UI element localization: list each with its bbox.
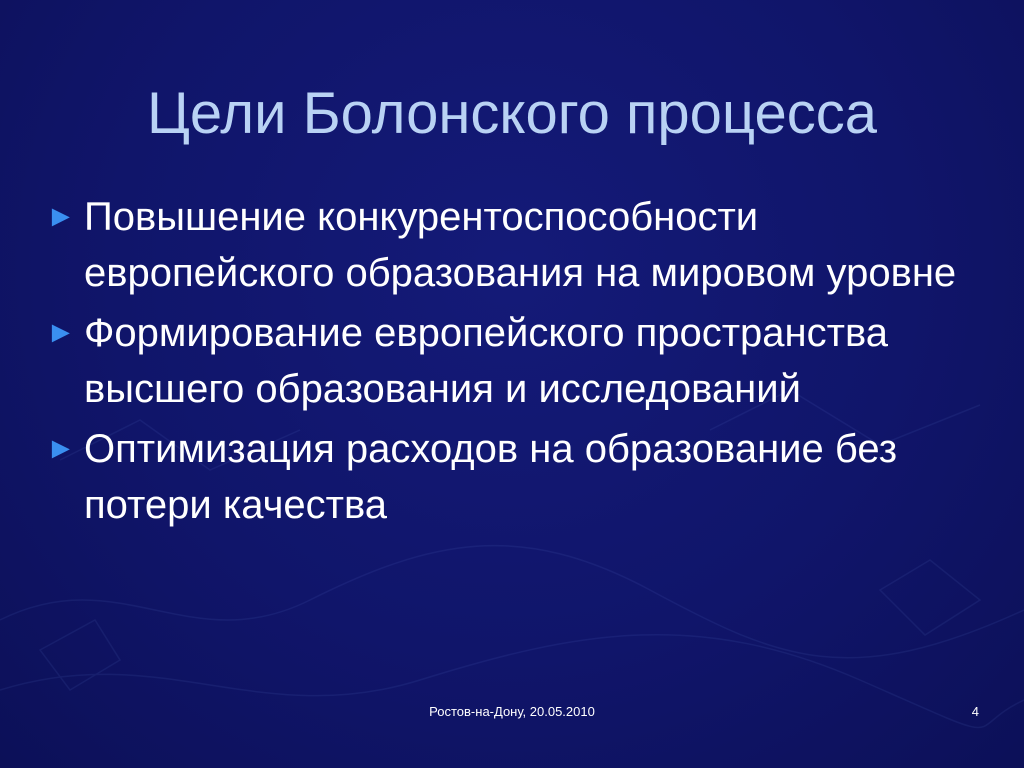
bullet-item <box>46 421 986 533</box>
slide-title: Цели Болонского процесса <box>147 81 877 146</box>
bullet-arrow-icon: ► <box>46 432 76 465</box>
page-number: 4 <box>971 704 979 719</box>
bullet-arrow-icon: ► <box>46 316 76 349</box>
bullet-list <box>46 189 986 537</box>
bullet-text: Формирование европейского пространства высшего образования и исследований <box>84 311 889 411</box>
bullet-text: Повышение конкурентоспособности европейского образования на мировом уровне <box>84 195 957 295</box>
slide-footer: Ростов-на-Дону, 20.05.2010 <box>429 704 595 719</box>
bullet-arrow-icon: ► <box>46 200 76 233</box>
bullet-item <box>46 189 986 301</box>
bullet-item <box>46 305 986 417</box>
bullet-text: Оптимизация расходов на образование без потери качества <box>84 427 898 527</box>
